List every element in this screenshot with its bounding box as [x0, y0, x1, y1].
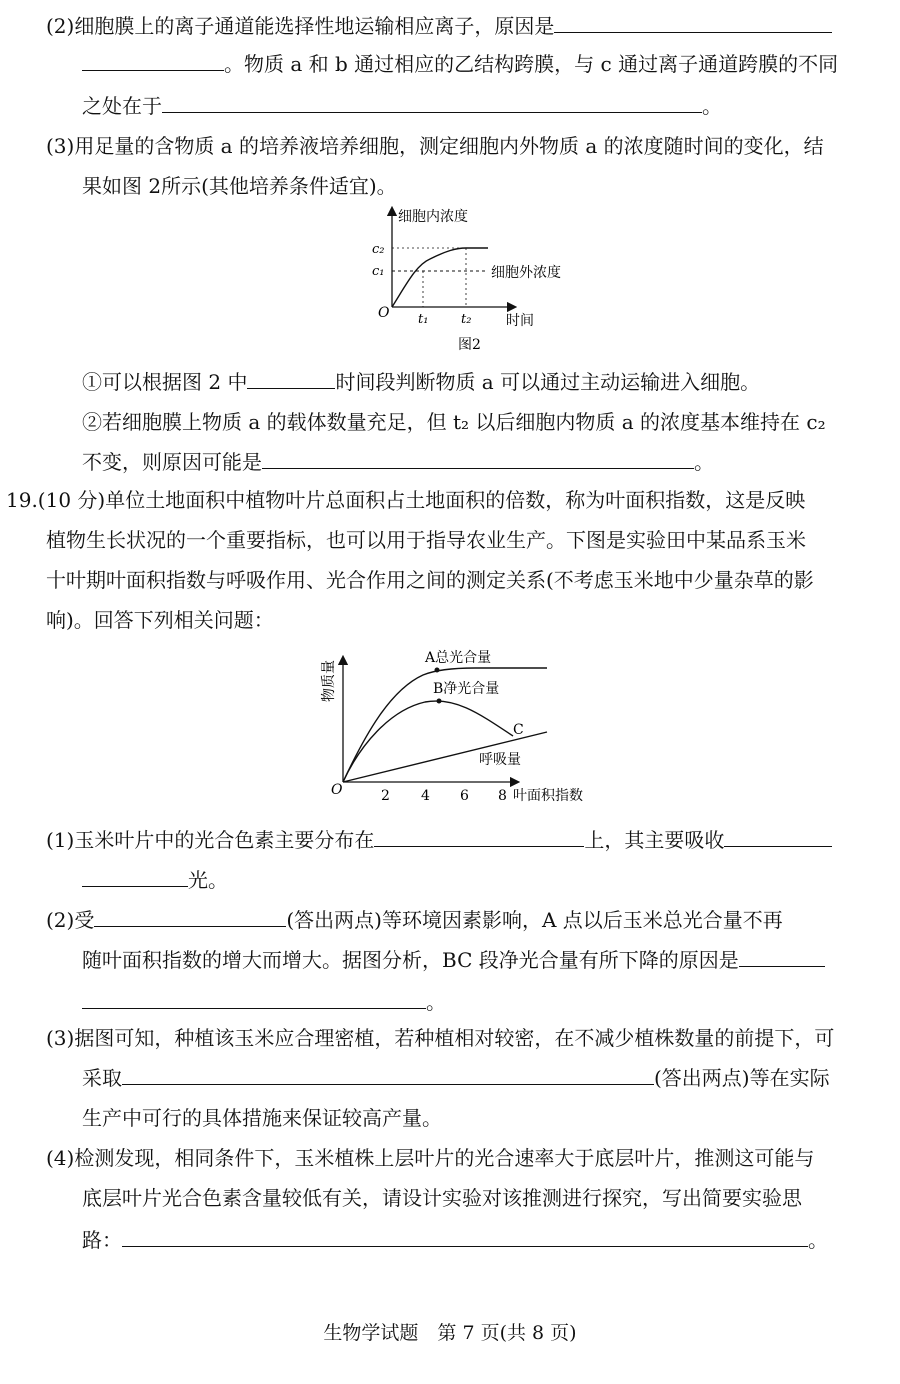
answer-blank[interactable]: [739, 946, 825, 967]
q18-p2-line1: (2)细胞膜上的离子通道能选择性地运输相应离子，原因是: [46, 12, 900, 40]
fig2-c1: c₁: [372, 264, 385, 279]
fig2-inside-curve: [392, 248, 488, 307]
q19-s1: (1)玉米叶片中的光合色素主要分布在 上，其主要吸收: [46, 826, 900, 854]
q19-line1: 19.(10 分)单位土地面积中植物叶片总面积占土地面积的倍数，称为叶面积指数，这是反映: [6, 488, 806, 512]
answer-blank[interactable]: [262, 448, 694, 469]
q19-xlabel: 叶面积指数: [513, 788, 583, 804]
answer-blank[interactable]: [554, 12, 832, 33]
q19-line4: 响)。回答下列相关问题：: [46, 608, 274, 632]
q18-sub1: ①可以根据图 2 中 时间段判断物质 a 可以通过主动运输进入细胞。: [82, 370, 761, 394]
q19-s2-line3: 。: [82, 988, 900, 1016]
figure-2: [360, 205, 600, 355]
fig2-xlabel: 时间: [506, 313, 534, 329]
q19-line2: 植物生长状况的一个重要指标，也可以用于指导农业生产。下图是实验田中某品系玉米: [46, 528, 806, 552]
fig2-origin: O: [378, 305, 390, 321]
answer-blank[interactable]: [724, 826, 832, 847]
answer-blank[interactable]: [247, 368, 335, 389]
q19-line3: 十叶期叶面积指数与呼吸作用、光合作用之间的测定关系(不考虑玉米地中少量杂草的影: [46, 568, 814, 592]
q19-s2: (2)受 (答出两点)等环境因素影响，A 点以后玉米总光合量不再: [46, 908, 783, 932]
q19-s3-line3: 生产中可行的具体措施来保证较高产量。: [82, 1106, 442, 1130]
q19-s3-line2: 采取 (答出两点)等在实际: [82, 1066, 830, 1090]
answer-blank[interactable]: [122, 1226, 808, 1247]
q19-label-C: C: [513, 722, 524, 738]
fig2-caption: 图2: [458, 337, 481, 353]
answer-blank[interactable]: [122, 1064, 654, 1085]
q19-tick-6: 6: [460, 788, 469, 804]
q18-sub2: ②若细胞膜上物质 a 的载体数量充足，但 t₂ 以后细胞内物质 a 的浓度基本维持在 c₂: [82, 410, 826, 434]
q19-s3: (3)据图可知，种植该玉米应合理密植，若种植相对较密，在不减少植株数量的前提下，可: [46, 1026, 835, 1050]
fig2-outside-label: 细胞外浓度: [491, 265, 561, 281]
fig2-t1: t₁: [418, 312, 429, 327]
q19-s2-line2: 随叶面积指数的增大而增大。据图分析，BC 段净光合量有所下降的原因是: [82, 946, 900, 974]
q18-p3-line2: 果如图 2所示(其他培养条件适宜)。: [82, 174, 397, 198]
q19-curve-B: [343, 701, 513, 782]
q19-point-A: [435, 668, 440, 673]
q18-p2-line3: 之处在于 。: [82, 94, 722, 118]
q19-label-R: 呼吸量: [479, 752, 521, 768]
answer-blank[interactable]: [162, 92, 702, 113]
answer-blank[interactable]: [82, 866, 188, 887]
q19-tick-4: 4: [421, 788, 430, 804]
q19-tick-2: 2: [381, 788, 390, 804]
q19-s4: (4)检测发现，相同条件下，玉米植株上层叶片的光合速率大于底层叶片，推测这可能与: [46, 1146, 815, 1170]
q19-s4-line3: 路： 。: [82, 1228, 828, 1252]
answer-blank[interactable]: [82, 50, 224, 71]
q18-p3-line1: (3)用足量的含物质 a 的培养液培养细胞，测定细胞内外物质 a 的浓度随时间的变化，结: [46, 134, 824, 158]
q19-ylabel: 物质量: [321, 660, 337, 702]
q19-label-A: A总光合量: [425, 650, 492, 666]
q19-point-B: [437, 699, 442, 704]
q19-s4-line2: 底层叶片光合色素含量较低有关，请设计实验对该推测进行探究，写出简要实验思: [82, 1186, 802, 1210]
q19-label-B: B净光合量: [433, 681, 500, 697]
fig2-t2: t₂: [461, 312, 472, 327]
answer-blank[interactable]: [82, 988, 426, 1009]
answer-blank[interactable]: [94, 906, 286, 927]
page-footer: 生物学试题 第 7 页(共 8 页): [323, 1322, 577, 1344]
answer-blank[interactable]: [374, 826, 584, 847]
q19-tick-8: 8: [498, 788, 507, 804]
q18-p2-line2: 。物质 a 和 b 通过相应的乙结构跨膜，与 c 通过离子通道跨膜的不同: [82, 50, 900, 78]
q19-origin: O: [331, 782, 343, 798]
fig2-ylabel: 细胞内浓度: [398, 209, 468, 225]
fig2-c2: c₂: [372, 242, 385, 257]
q19-s1-line2: 光。: [82, 866, 900, 894]
q18-sub2-line2: 不变，则原因可能是 。: [82, 450, 714, 474]
q19-chart: [315, 640, 615, 815]
